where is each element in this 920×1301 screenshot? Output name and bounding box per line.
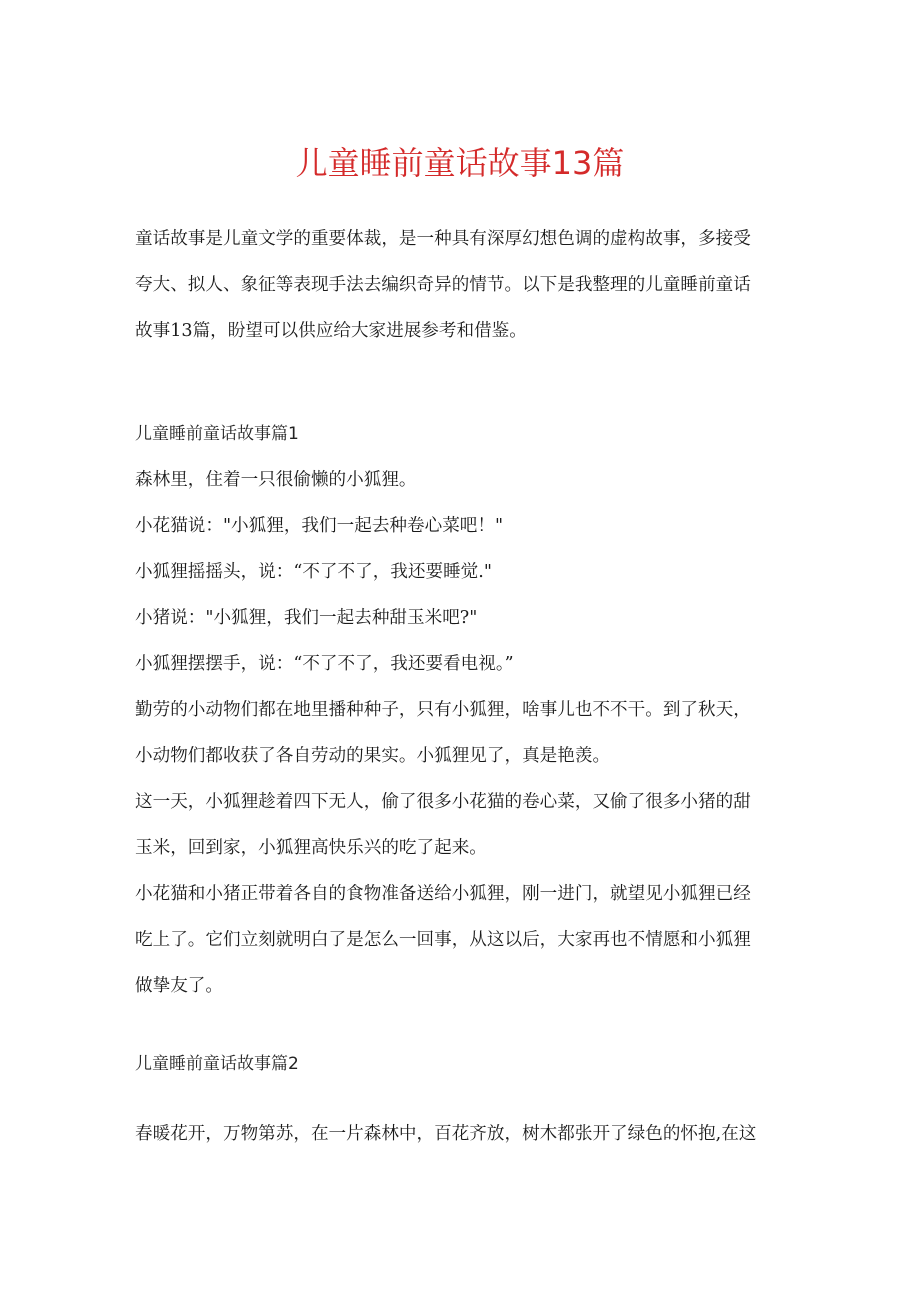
story-line: 这一天，小狐狸趁着四下无人，偷了很多小花猫的卷心菜，又偷了很多小猪的甜 bbox=[135, 792, 751, 812]
intro-line: 童话故事是儿童文学的重要体裁，是一种具有深厚幻想色调的虚构故事，多接受 bbox=[135, 229, 751, 249]
intro-line: 故事13篇，盼望可以供应给大家进展参考和借鉴。 bbox=[135, 321, 527, 341]
story-line: 森林里，住着一只很偷懒的小狐狸。 bbox=[135, 470, 417, 490]
story-line: 小花猫说："小狐狸，我们一起去种卷心菜吧！" bbox=[135, 516, 504, 536]
story2-body bbox=[135, 1111, 790, 1157]
story-line: 吃上了。它们立刻就明白了是怎么一回事，从这以后，大家再也不情愿和小狐狸 bbox=[135, 930, 751, 950]
story1-heading: 儿童睡前童话故事篇1 bbox=[135, 424, 299, 444]
story-line: 小狐狸摆摆手，说：“不了不了，我还要看电视。” bbox=[135, 654, 514, 674]
story-line: 做挚友了。 bbox=[135, 976, 223, 996]
story-line: 勤劳的小动物们都在地里播种种子，只有小狐狸，啥事儿也不不干。到了秋天， bbox=[135, 700, 751, 720]
story-line: 小狐狸摇摇头，说：“不了不了，我还要睡觉." bbox=[135, 562, 492, 582]
story2-heading: 儿童睡前童话故事篇2 bbox=[135, 1054, 299, 1074]
intro-line: 夸大、拟人、象征等表现手法去编织奇异的情节。以下是我整理的儿童睡前童话 bbox=[135, 275, 751, 295]
story-line: 小动物们都收获了各自劳动的果实。小狐狸见了，真是艳羡。 bbox=[135, 746, 611, 766]
story-line: 玉米，回到家，小狐狸高快乐兴的吃了起来。 bbox=[135, 838, 487, 858]
story-line: 春暖花开，万物第苏，在一片森林中，百花齐放，树木都张开了绿色的怀抱,在这 bbox=[135, 1124, 757, 1144]
document-title: 儿童睡前童话故事13篇 bbox=[295, 144, 625, 182]
story-line: 小猪说："小狐狸，我们一起去种甜玉米吧?" bbox=[135, 608, 478, 628]
story1-body bbox=[135, 457, 790, 1009]
story-line: 小花猫和小猪正带着各自的食物准备送给小狐狸，刚一进门，就望见小狐狸已经 bbox=[135, 884, 751, 904]
intro-paragraph bbox=[135, 216, 790, 354]
